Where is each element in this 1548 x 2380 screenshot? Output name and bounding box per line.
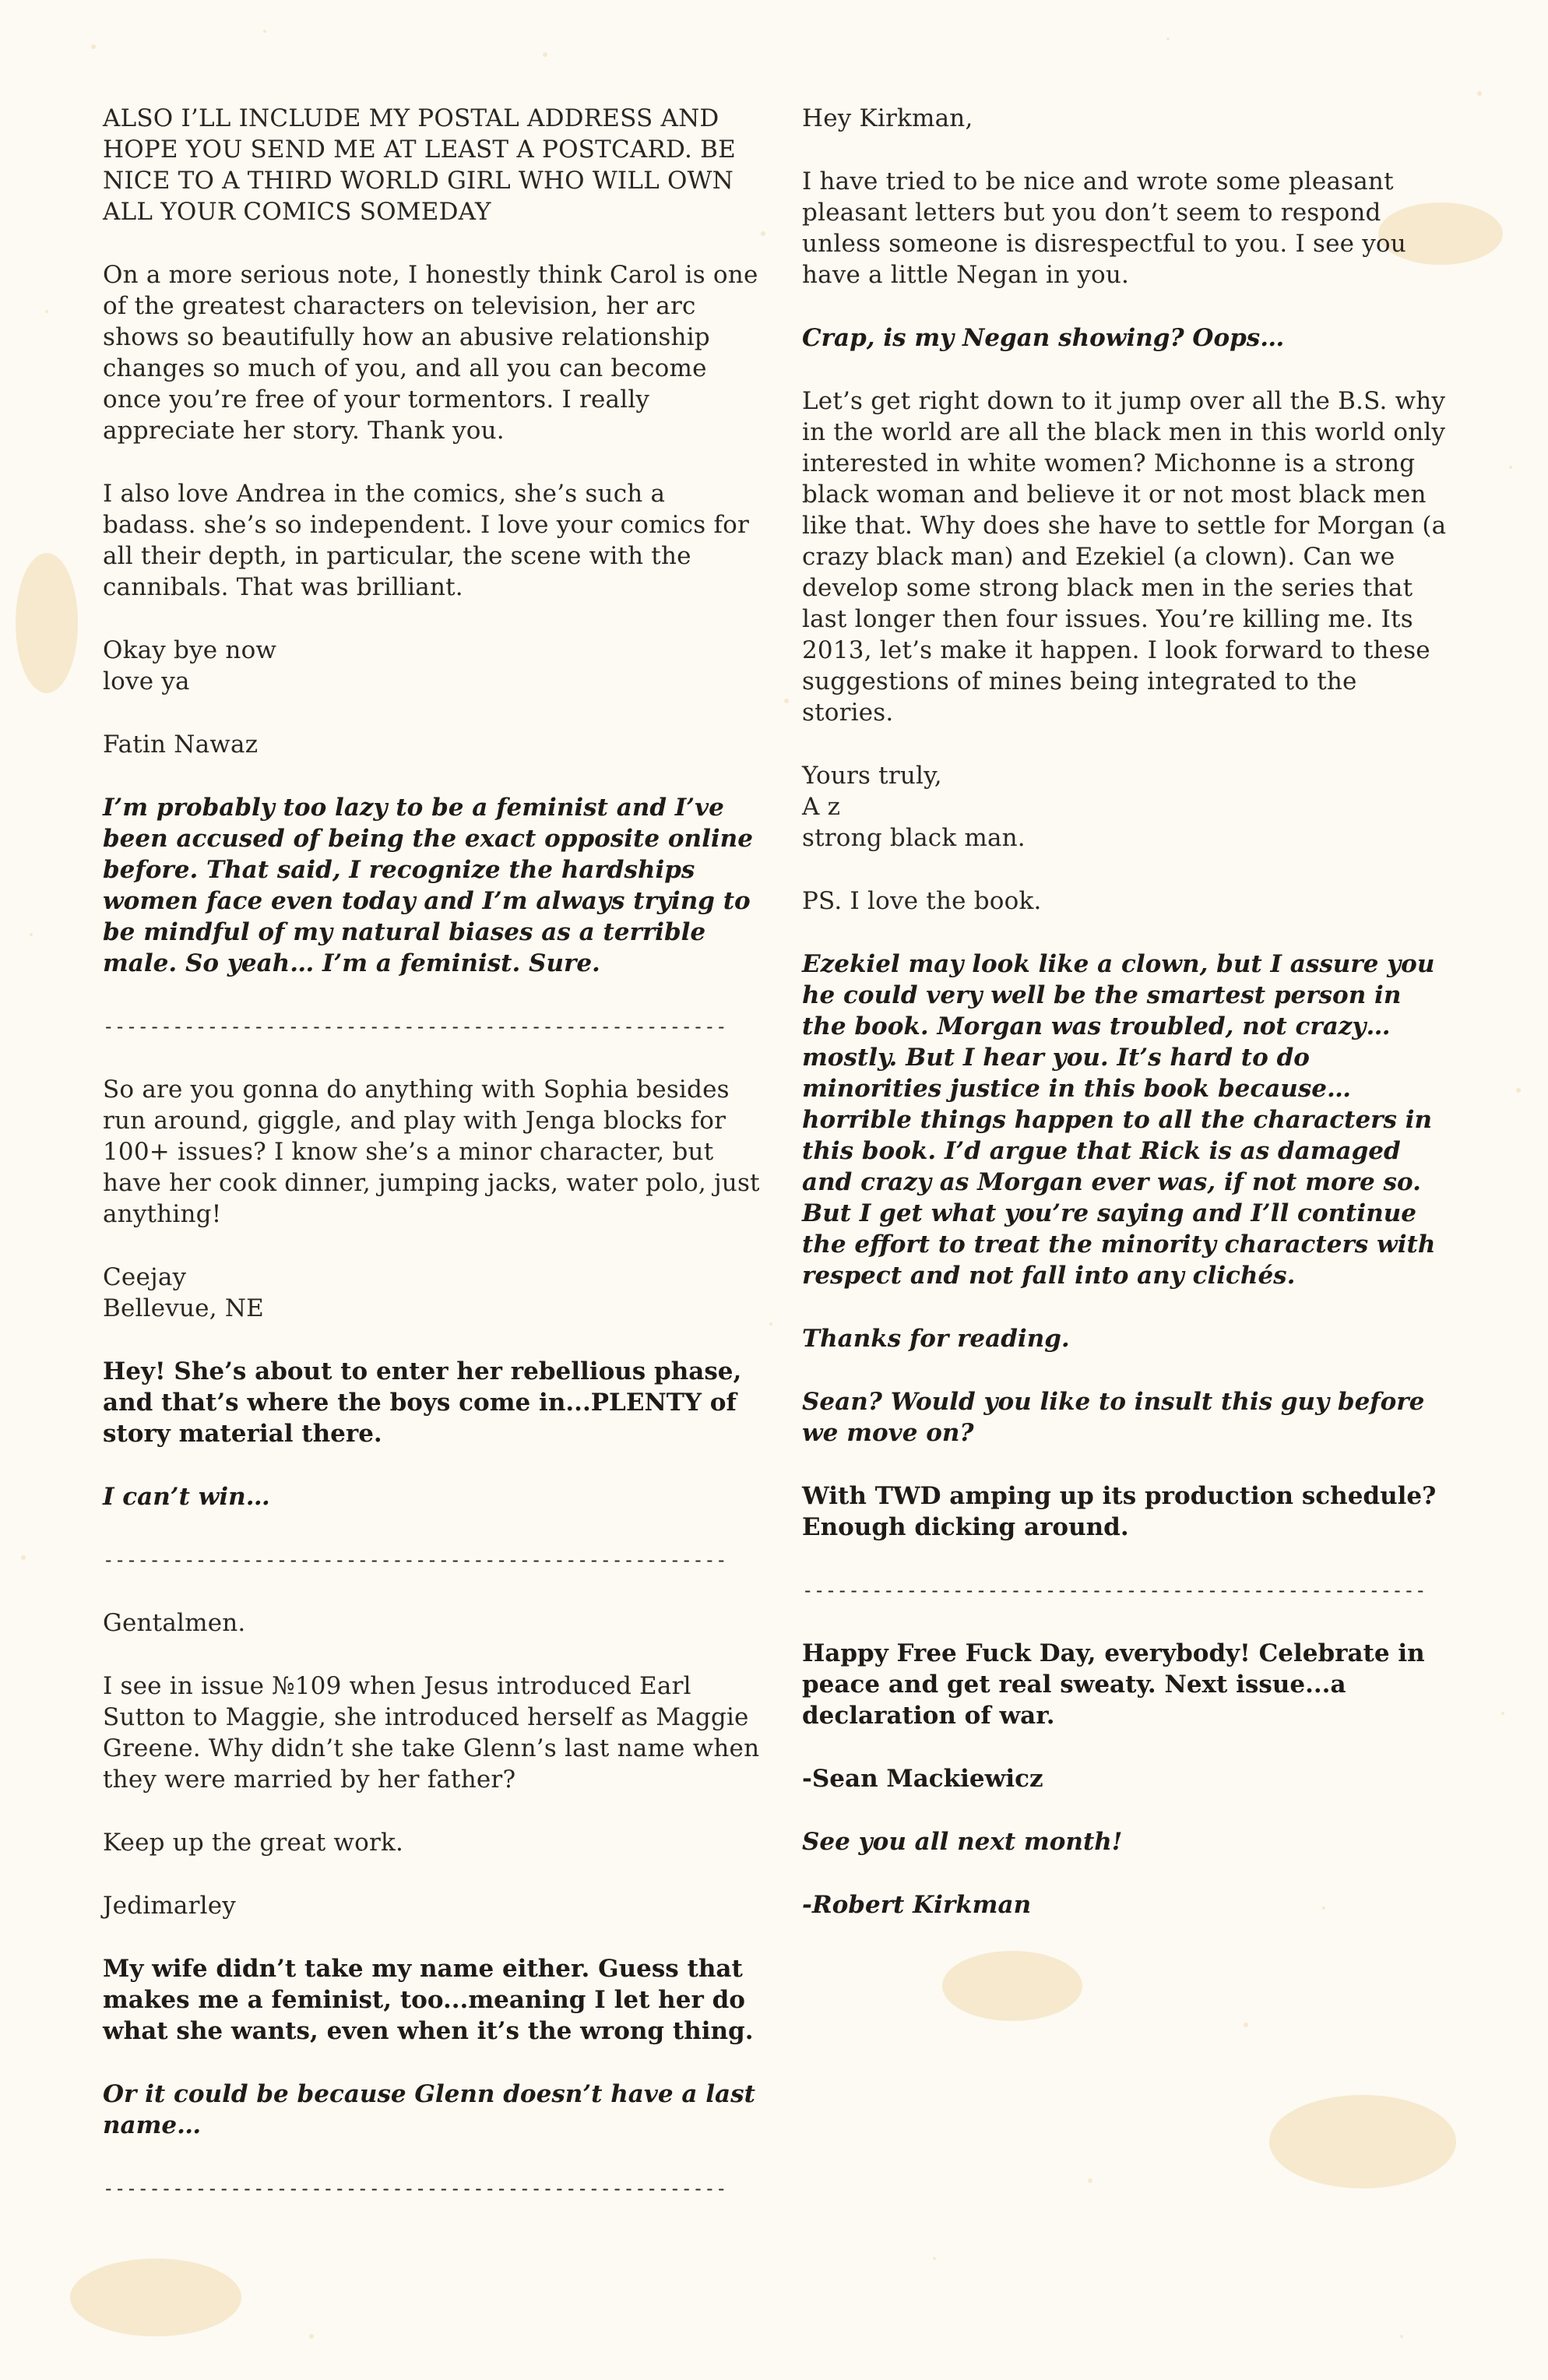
letter3-body: I see in issue №109 when Jesus introduced Earl Sutton to Maggie, she introduced herself as Maggie Greene. Why didn’t she take Glenn’s last name when they were married by her father?	[103, 1672, 760, 1794]
letter1-carol-paragraph: On a more serious note, I honestly think Carol is one of the greatest characters on television, her arc shows so beautifully how an abusive relationship changes so much of you, and all you can become once you’re free of your tormentors. I really appreciate her story. Thank you.	[103, 261, 758, 445]
divider-3: ------------------------------------------------------	[103, 2178, 727, 2199]
letter4-intro: I have tried to be nice and wrote some pleasant pleasant letters but you don’t seem to respond unless someone is disrespectful to you. I see you have a little Negan in you.	[802, 167, 1406, 289]
see-you-next-month: See you all next month!	[802, 1828, 1123, 1856]
reply4-thanks: Thanks for reading.	[802, 1325, 1070, 1353]
letter2-name: Ceejay	[103, 1263, 187, 1291]
letter1-andrea-paragraph: I also love Andrea in the comics, she’s such a badass. she’s so independent. I love your comics for all their depth, in particular, the scene with the cannibals. That was brilliant.	[103, 480, 750, 601]
reply1-italic: I’m probably too lazy to be a feminist and I’ve been accused of being the exact opposite online before. That said, I recognize the hardships women face even today and I’m always trying to be mindful of my natural biases as a terrible male. So yeah… I’m a feminist. Sure.	[103, 794, 753, 977]
letter3-greeting: Gentalmen.	[103, 1609, 246, 1637]
letter4-sign-line1: Yours truly,	[802, 762, 942, 790]
signoff-line1: Okay bye now	[103, 636, 277, 664]
letter2-signature	[103, 1262, 765, 1324]
reply2-bold: Hey! She’s about to enter her rebellious phase, and that’s where the boys come in...PLENTY of story material there.	[103, 1357, 742, 1448]
letter2-place: Bellevue, NE	[103, 1294, 264, 1322]
left-column	[103, 103, 765, 2236]
letter3-signature: Jedimarley	[103, 1892, 237, 1920]
reply2-italic: I can’t win…	[103, 1483, 270, 1511]
letter2-body: So are you gonna do anything with Sophia besides run around, giggle, and play with Jenga blocks for 100+ issues? I know she’s a minor character, but have her cook dinner, jumping jacks, water polo, just anything!	[103, 1076, 760, 1228]
letter1-signoff	[103, 635, 765, 697]
letter4-greeting: Hey Kirkman,	[802, 104, 973, 132]
letter3-close: Keep up the great work.	[103, 1829, 404, 1857]
letter4-sign-line2: A z	[802, 793, 841, 821]
divider-4: ------------------------------------------------------	[802, 1579, 1427, 1601]
reply4-inline-italic: Crap, is my Negan showing? Oops…	[802, 324, 1285, 352]
signature-sean: -Sean Mackiewicz	[802, 1765, 1043, 1793]
signoff-line2: love ya	[103, 667, 190, 695]
signature-robert: -Robert Kirkman	[802, 1891, 1032, 1919]
reply4-sean-question: Sean? Would you like to insult this guy before we move on?	[802, 1388, 1425, 1447]
right-column	[802, 103, 1448, 1952]
closing-announcement: Happy Free Fuck Day, everybody! Celebrate in peace and get real sweaty. Next issue...a declaration of war.	[802, 1639, 1425, 1730]
letter1-caps-paragraph: ALSO I’LL INCLUDE MY POSTAL ADDRESS AND HOPE YOU SEND ME AT LEAST A POSTCARD. BE NICE TO A THIRD WORLD GIRL WHO WILL OWN ALL YOUR COMICS SOMEDAY	[103, 104, 736, 226]
reply3-italic: Or it could be because Glenn doesn’t have a last name…	[103, 2080, 755, 2139]
divider-2: ------------------------------------------------------	[103, 1549, 727, 1571]
letter4-ps: PS. I love the book.	[802, 887, 1042, 915]
letter4-sign-line3: strong black man.	[802, 824, 1026, 852]
letter4-body: Let’s get right down to it jump over all the B.S. why in the world are all the black men in this world only interested in white women? Michonne is a strong black woman and believe it or not most black men like that. Why does she have to settle for Morgan (a crazy black man) and Ezekiel (a clown). Can we develop some strong black men in the series that last longer then four issues. You’re killing me. Its 2013, let’s make it happen. I look forward to these suggestions of mines being integrated to the stories.	[802, 387, 1447, 727]
divider-1: ------------------------------------------------------	[103, 1016, 727, 1037]
reply4-sean-answer: With TWD amping up its production schedule? Enough dicking around.	[802, 1482, 1437, 1541]
letter1-signature: Fatin Nawaz	[103, 731, 259, 759]
reply4-italic: Ezekiel may look like a clown, but I assure you he could very well be the smartest person in the book. Morgan was troubled, not crazy… mostly. But I hear you. It’s hard to do minorities justice in this book because… horrible things happen to all the characters in this book. I’d argue that Rick is as damaged and crazy as Morgan ever was, if not more so. But I get what you’re saying and I’ll continue the effort to treat the minority characters with respect and not fall into any clichés.	[802, 950, 1436, 1290]
letter4-signature	[802, 760, 1448, 854]
reply3-bold: My wife didn’t take my name either. Guess that makes me a feminist, too...meaning I let her do what she wants, even when it’s the wrong thing.	[103, 1955, 754, 2045]
